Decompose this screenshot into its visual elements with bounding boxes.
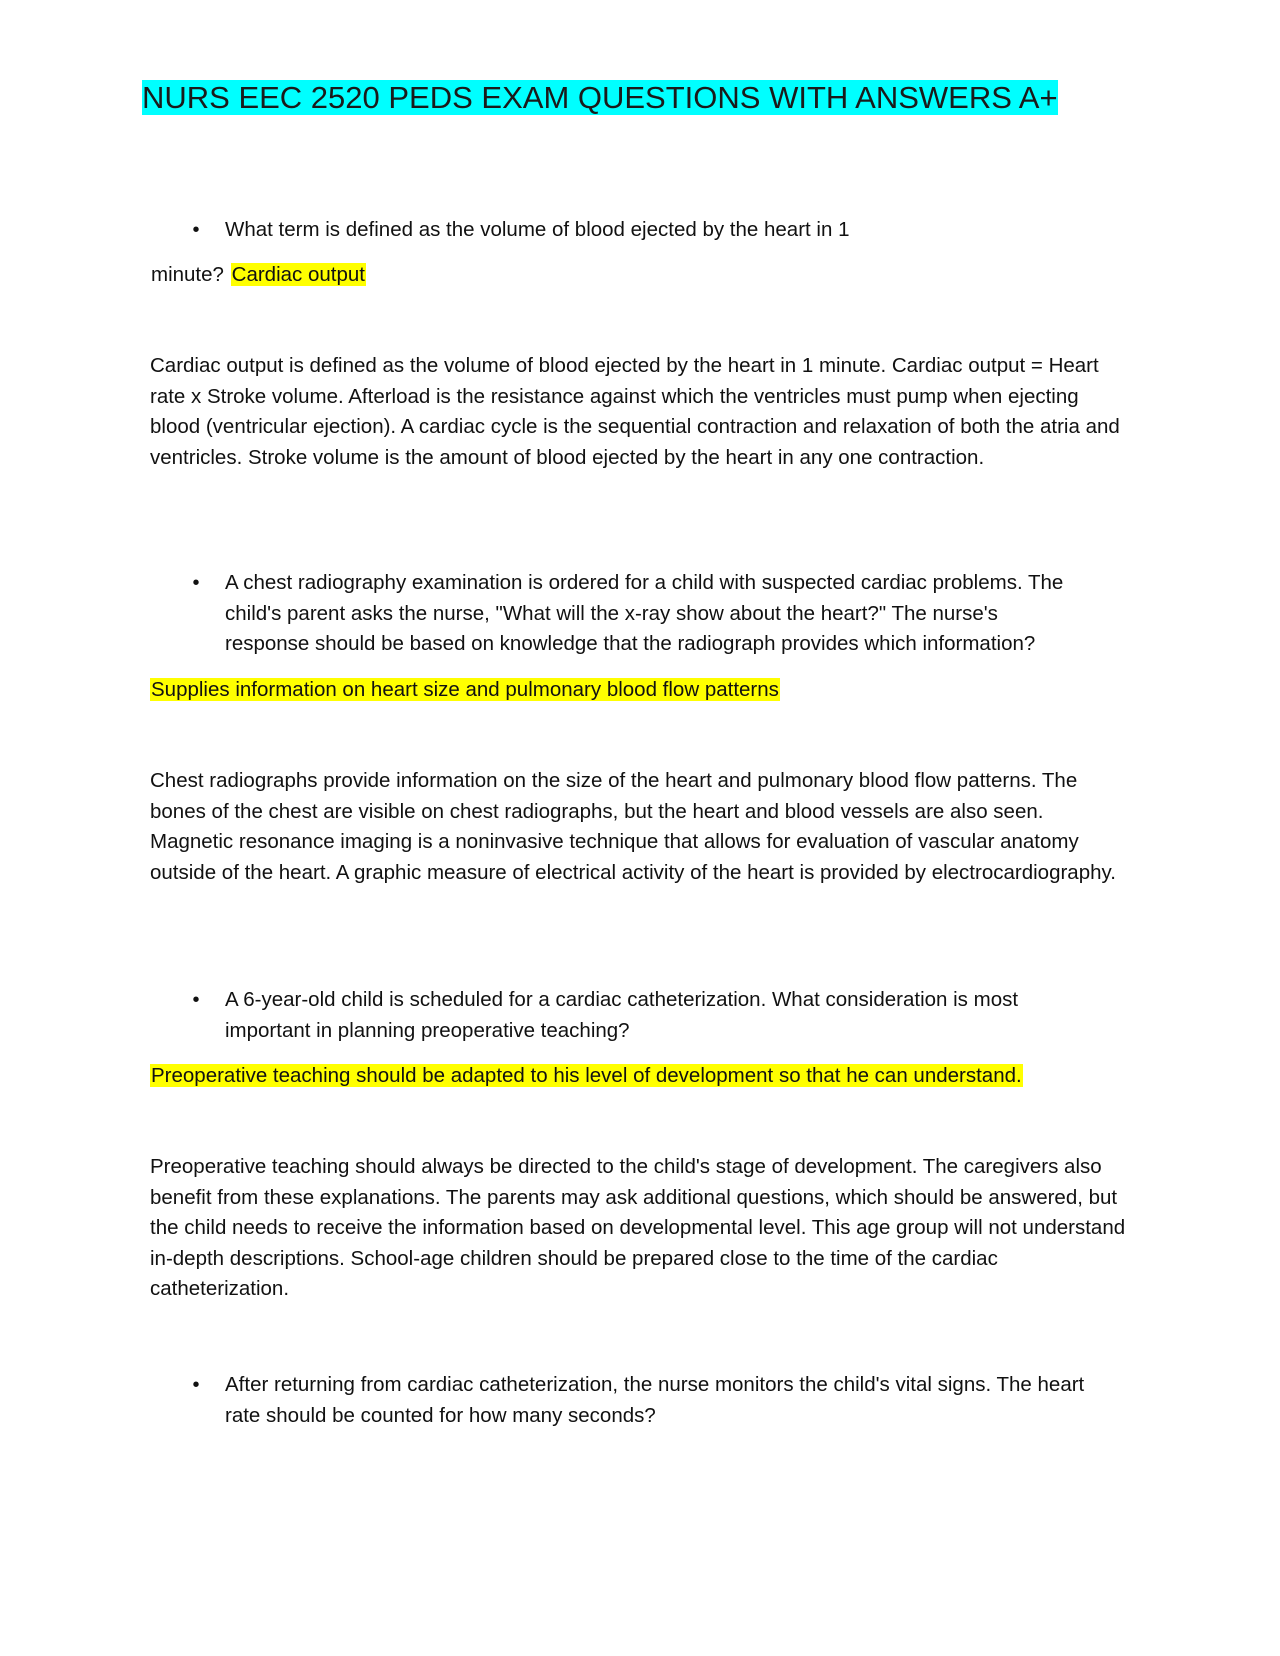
document-title: [140, 76, 1060, 120]
question-item: [150, 985, 1130, 1047]
question-text: A 6-year-old child is scheduled for a cardiac catheterization. What consideration is most important in planning preoperative teaching?: [225, 988, 1019, 1042]
answer-line: [150, 676, 780, 704]
bullet-icon: •: [192, 572, 200, 594]
rationale-paragraph: Preoperative teaching should always be directed to the child's stage of development. The caregivers also benefit from these explanations. The parents may ask additional questions, which should be answered, but the child needs to receive the information based on developmental level. This age group will not understand in-depth descriptions. School-age children should be prepared close to the time of the cardiac catheterization.: [150, 1155, 1126, 1300]
answer-highlight: Cardiac output: [231, 263, 365, 286]
answer-highlight: Preoperative teaching should be adapted to his level of development so that he can understand.: [151, 1064, 1022, 1087]
question-text: A chest radiography examination is ordered for a child with suspected cardiac problems. The child's parent asks the nurse, "What will the x-ray show about the heart?" The nurse's response should be based on knowledge that the radiograph provides which information?: [225, 571, 1064, 655]
answer-highlight: Supplies information on heart size and pulmonary blood flow patterns: [151, 678, 779, 701]
question-item: [150, 215, 1130, 246]
bullet-icon: •: [192, 989, 200, 1011]
question-item: [150, 568, 1130, 660]
bullet-icon: •: [192, 1374, 200, 1396]
question-text: What term is defined as the volume of blood ejected by the heart in 1: [225, 218, 850, 241]
title-text: NURS EEC 2520 PEDS EXAM QUESTIONS WITH ANSWERS A+: [142, 80, 1058, 115]
rationale-paragraph: Cardiac output is defined as the volume of blood ejected by the heart in 1 minute. Cardiac output = Heart rate x Stroke volume. Afterload is the resistance against which the ventricles must pump when ejecting blood (ventricular ejection). A cardiac cycle is the sequential contraction and relaxation of both the atria and ventricles. Stroke volume is the amount of blood ejected by the heart in any one contraction.: [150, 354, 1120, 469]
bullet-icon: •: [192, 219, 200, 241]
question-continuation: minute?: [151, 263, 224, 286]
question-item: [150, 1370, 1130, 1432]
answer-line: [150, 1062, 1023, 1090]
rationale-paragraph: Chest radiographs provide information on the size of the heart and pulmonary blood flow patterns. The bones of the chest are visible on chest radiographs, but the heart and blood vessels are also seen. Magnetic resonance imaging is a noninvasive technique that allows for evaluation of vascular anatomy outside of the heart. A graphic measure of electrical activity of the heart is provided by electrocardiography.: [150, 769, 1116, 884]
answer-line: [150, 261, 366, 289]
question-text: After returning from cardiac catheterization, the nurse monitors the child's vital signs. The heart rate should be counted for how many seconds?: [225, 1373, 1085, 1427]
